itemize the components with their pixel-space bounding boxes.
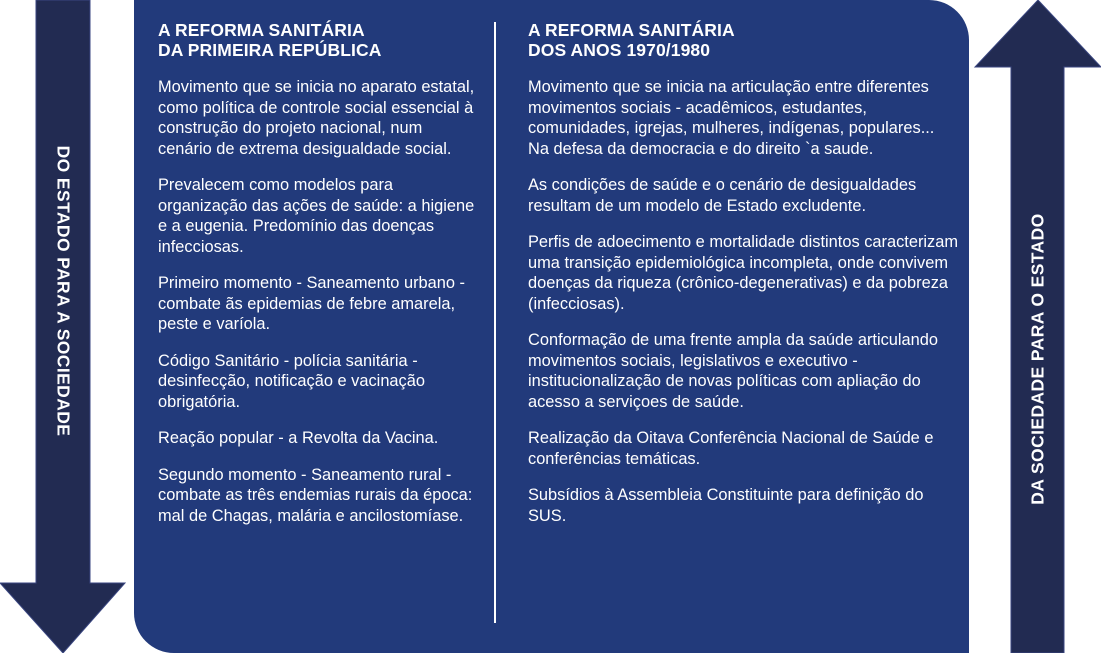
title-line-1: A REFORMA SANITÁRIA (528, 20, 735, 40)
paragraph: Movimento que se inicia no aparato estatal, como política de controle social essencial à construção do projeto nacional, num cenário de extrema desigualdade social. (158, 78, 475, 158)
title-line-2: DA PRIMEIRA REPÚBLICA (158, 40, 382, 60)
paragraph: Movimento que se inicia na articulação entre diferentes movimentos sociais - acadêmicos, estudantes, comunidades, igrejas, mulheres, indígenas, populares... Na defesa da democracia e do direito `a saude. (528, 78, 935, 158)
column-title (158, 20, 478, 60)
arrow-label-society-to-state: DA SOCIEDADE PARA O ESTADO (1027, 213, 1048, 505)
paragraph: Segundo momento - Saneamento rural - combate as três endemias rurais da época: mal de Chagas, malária e ancilostomíase. (158, 465, 473, 525)
column-title (528, 20, 958, 60)
column-divider (494, 22, 496, 623)
paragraph: Código Sanitário - polícia sanitária - desinfecção, notificação e vacinação obrigatória. (158, 351, 425, 411)
comparison-panel (134, 0, 969, 653)
paragraph: Prevalecem como modelos para organização das ações de saúde: a higiene e a eugenia. Predomínio das doenças infecciosas. (158, 176, 475, 256)
paragraph: Perfis de adoecimento e mortalidade distintos caracterizam uma transição epidemiológica incompleta, onde convivem doenças da riqueza (crônico-degenerativas) e da pobreza (infecciosas). (528, 233, 959, 313)
arrow-label-state-to-society: DO ESTADO PARA A SOCIEDADE (53, 145, 74, 437)
paragraph: As condições de saúde e o cenário de desigualdades resultam de um modelo de Estado excludente. (528, 176, 917, 215)
paragraph: Reação popular - a Revolta da Vacina. (158, 429, 439, 447)
title-line-1: A REFORMA SANITÁRIA (158, 20, 365, 40)
title-line-2: DOS ANOS 1970/1980 (528, 40, 711, 60)
column-primeira-republica (158, 20, 478, 542)
paragraph: Realização da Oitava Conferência Nacional de Saúde e conferências temáticas. (528, 429, 934, 468)
column-anos-1970-1980 (528, 20, 958, 542)
paragraph: Subsídios à Assembleia Constituinte para definição do SUS. (528, 486, 924, 525)
paragraph: Conformação de uma frente ampla da saúde articulando movimentos sociais, legislativos e executivo - institucionalização de novas políticas com apliação do acesso a serviçoes de saúde. (528, 331, 939, 411)
paragraph: Primeiro momento - Saneamento urbano - combate ãs epidemias de febre amarela, peste e varíola. (158, 274, 466, 333)
